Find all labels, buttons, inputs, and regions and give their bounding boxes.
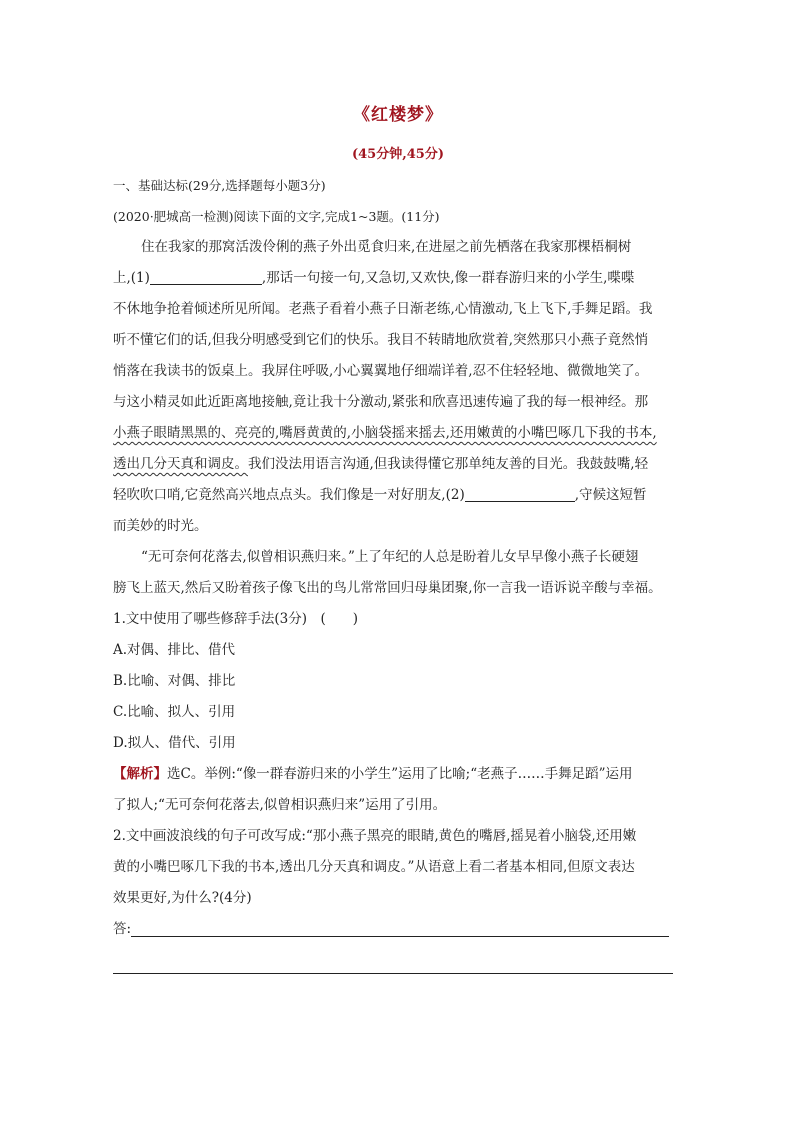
wavy-underlined-text: 小燕子眼睛黑黑的、亮亮的,嘴唇黄黄的,小脑袋摇来摇去,还用嫩黄的小嘴巴啄几下我的书本,	[113, 425, 657, 441]
passage-line	[113, 449, 683, 480]
passage-line	[113, 418, 683, 449]
passage-line: 而美妙的时光。	[113, 518, 208, 534]
question-stem: 1.文中使用了哪些修辞手法(3分) ( )	[113, 611, 359, 627]
passage-text: 轻吹吹口哨,它竟然高兴地点点头。我们像是一对好朋友,(2)	[113, 487, 465, 503]
source-note: (2020·肥城高一检测)阅读下面的文字,完成1~3题。(11分)	[113, 209, 440, 224]
wavy-underlined-text: 透出几分天真和调皮。	[113, 456, 248, 472]
passage-line: 住在我家的那窝活泼伶俐的燕子外出觅食归来,在进屋之前先栖落在我家那棵梧桐树	[141, 239, 632, 255]
page-subtitle: (45分钟,45分)	[351, 147, 444, 162]
question-2	[113, 821, 683, 974]
passage-line: 膀飞上蓝天,然后又盼着孩子像飞出的鸟儿常常回归母巢团聚,你一言我一语诉说辛酸与幸福。	[113, 580, 662, 596]
option-b[interactable]: B.比喻、对偶、排比	[113, 673, 236, 689]
analysis-line: 了拟人;“无可奈何花落去,似曾相识燕归来”运用了引用。	[113, 797, 447, 813]
answer-line[interactable]	[113, 959, 673, 974]
passage-text: ,那话一句接一句,又急切,又欢快,像一群春游归来的小学生,喋喋	[261, 270, 635, 286]
passage-line: 与这小精灵如此近距离地接触,竟让我十分激动,紧张和欣喜迅速传遍了我的每一根神经。那	[113, 394, 649, 410]
analysis-line	[113, 759, 683, 790]
passage-line: 悄落在我读书的饭桌上。我屏住呼吸,小心翼翼地仔细端详着,忍不住轻轻地、微微地笑了。	[113, 363, 649, 379]
question-stem: 黄的小嘴巴啄几下我的书本,透出几分天真和调皮。”从语意上看二者基本相同,但原文表达	[113, 859, 635, 875]
answer-row	[113, 914, 683, 945]
answer-line[interactable]	[131, 920, 669, 937]
fill-blank-2[interactable]	[465, 486, 575, 502]
passage-text: ,守候这短暂	[574, 487, 647, 503]
question-1	[113, 604, 683, 759]
page-title: 《红楼梦》	[353, 105, 443, 125]
passage-line: 听不懂它们的话,但我分明感受到它们的快乐。我目不转睛地欣赏着,突然那只小燕子竟然悄	[113, 332, 649, 348]
option-c[interactable]: C.比喻、拟人、引用	[113, 704, 236, 720]
reading-passage	[113, 232, 683, 604]
section-heading: 一、基础达标(29分,选择题每小题3分)	[113, 178, 326, 193]
option-d[interactable]: D.拟人、借代、引用	[113, 735, 236, 751]
question-stem: 效果更好,为什么?(4分)	[113, 890, 252, 906]
passage-line	[113, 480, 683, 511]
option-a[interactable]: A.对偶、排比、借代	[113, 642, 236, 658]
fill-blank-1[interactable]	[150, 269, 262, 285]
passage-line: “无可奈何花落去,似曾相识燕归来。”上了年纪的人总是盼着儿女早早像小燕子长硬翅	[141, 549, 639, 565]
answer-label: 答:	[113, 921, 132, 937]
analysis-block	[113, 759, 683, 821]
analysis-text: 选C。举例:“像一群春游归来的小学生”运用了比喻;“老燕子……手舞足蹈”运用	[167, 766, 633, 782]
passage-line: 不休地争抢着倾述所见所闻。老燕子看着小燕子日渐老练,心情激动,飞上飞下,手舞足蹈。我	[113, 301, 653, 317]
passage-text: 上,(1)	[113, 270, 150, 286]
passage-line	[113, 263, 683, 294]
passage-text: 我们没法用语言沟通,但我读得懂它那单纯友善的目光。我鼓鼓嘴,轻	[248, 456, 649, 472]
analysis-tag: 【解析】	[113, 766, 167, 782]
document-page	[113, 100, 683, 974]
question-stem: 2.文中画波浪线的句子可改写成:“那小燕子黑亮的眼睛,黄色的嘴唇,摇晃着小脑袋,还用嫩	[113, 828, 637, 844]
